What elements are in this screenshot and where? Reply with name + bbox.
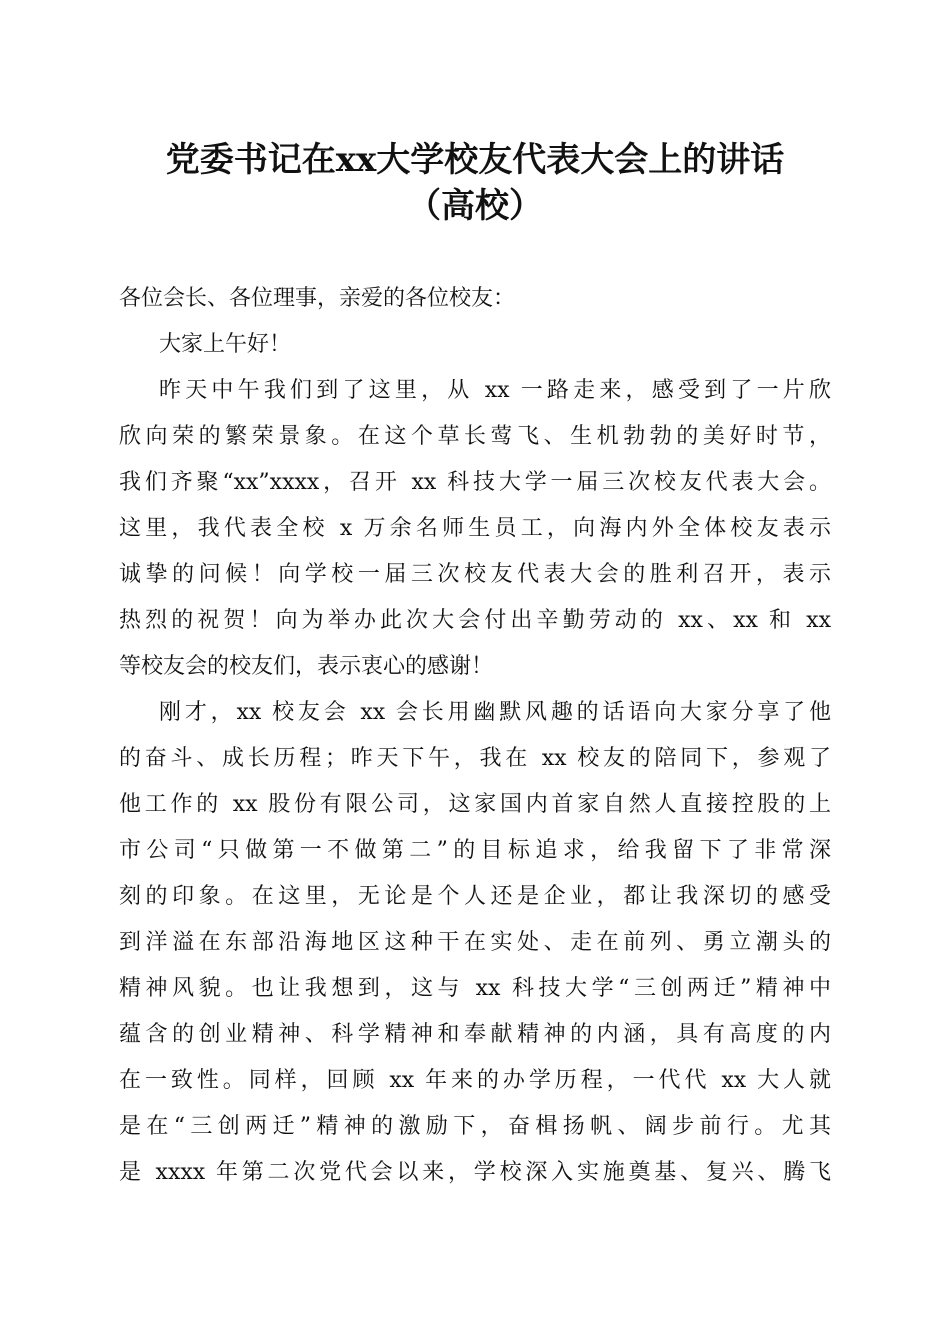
paragraph-line: 这里，我代表全校 x 万余名师生员工，向海内外全体校友表示 [119, 516, 831, 541]
salutation: 各位会长、各位理事，亲爱的各位校友： [119, 286, 516, 311]
paragraph-line: 刻的印象。在这里，无论是个人还是企业，都让我深切的感受 [119, 884, 831, 909]
paragraph-line: 蕴含的创业精神、科学精神和奉献精神的内涵，具有高度的内 [119, 1022, 831, 1047]
paragraph-line: 等校友会的校友们，表示衷心的感谢！ [119, 654, 494, 679]
paragraph-line: 诚挚的问候！向学校一届三次校友代表大会的胜利召开，表示 [119, 562, 831, 587]
paragraph-line: 是 xxxx 年第二次党代会以来，学校深入实施奠基、复兴、腾飞 [119, 1160, 831, 1185]
paragraph-line: 昨天中午我们到了这里，从 xx 一路走来，感受到了一片欣 [159, 378, 831, 403]
paragraph-line: 他工作的 xx 股份有限公司，这家国内首家自然人直接控股的上 [119, 792, 831, 817]
document-title: 党委书记在xx大学校友代表大会上的讲话 [165, 140, 785, 180]
paragraph-line: 刚才，xx 校友会 xx 会长用幽默风趣的话语向大家分享了他 [159, 700, 831, 725]
paragraph-line: 在一致性。同样，回顾 xx 年来的办学历程，一代代 xx 大人就 [119, 1068, 831, 1093]
paragraph-line: 热烈的祝贺！向为举办此次大会付出辛勤劳动的 xx、xx 和 xx [119, 608, 831, 633]
paragraph-line: 到洋溢在东部沿海地区这种干在实处、走在前列、勇立潮头的 [119, 930, 831, 955]
paragraph-line: 是在“三创两迁”精神的激励下，奋楫扬帆、阔步前行。尤其 [119, 1114, 831, 1139]
document-subtitle: （高校） [407, 186, 543, 226]
paragraph-line: 精神风貌。也让我想到，这与 xx 科技大学“三创两迁”精神中 [119, 976, 831, 1001]
paragraph-line: 我们齐聚“xx”xxxx，召开 xx 科技大学一届三次校友代表大会。 [119, 470, 831, 495]
paragraph-line: 市公司“只做第一不做第二”的目标追求，给我留下了非常深 [119, 838, 831, 863]
greeting: 大家上午好！ [159, 332, 292, 357]
paragraph-line: 欣向荣的繁荣景象。在这个草长莺飞、生机勃勃的美好时节， [119, 424, 831, 449]
paragraph-line: 的奋斗、成长历程；昨天下午，我在 xx 校友的陪同下，参观了 [119, 746, 831, 771]
